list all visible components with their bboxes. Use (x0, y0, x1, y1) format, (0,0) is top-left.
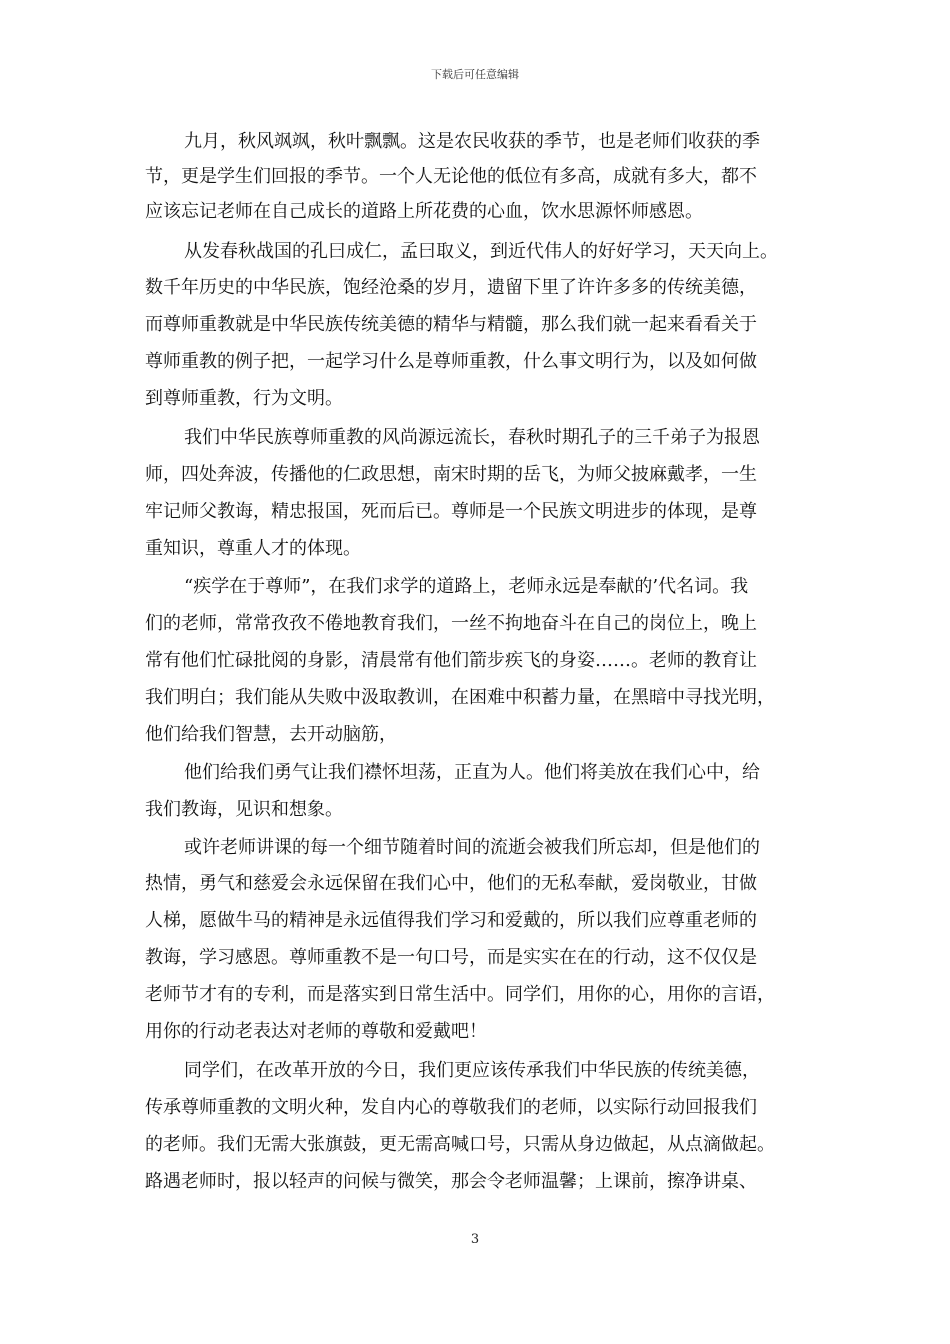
text-line: 尊师重教的例子把，一起学习什么是尊师重教，什么事文明行为，以及如何做 (145, 351, 757, 372)
text-line: 我们教诲，见识和想象。 (145, 799, 343, 820)
text-line: 到尊师重教，行为文明。 (145, 388, 343, 409)
text-line: 应该忘记老师在自己成长的道路上所花费的心血，饮水思源怀师感恩。 (145, 201, 703, 222)
text-line: “疾学在于尊师”，在我们求学的道路上，老师永远是奉献的’代名词。我 (184, 576, 749, 597)
text-line: 数千年历史的中华民族，饱经沧桑的岁月，遗留下里了许许多多的传统美德， (145, 277, 757, 298)
text-line: 重知识，尊重人才的体现。 (145, 538, 361, 559)
text-line: 我们明白；我们能从失败中汲取教训，在困难中积蓄力量，在黑暗中寻找光明， (145, 687, 775, 708)
text-line: 师，四处奔波，传播他的仁政思想，南宋时期的岳飞，为师父披麻戴孝，一生 (145, 464, 757, 485)
text-line: 节，更是学生们回报的季节。一个人无论他的低位有多高，成就有多大，都不 (145, 166, 757, 187)
text-line: 九月，秋风飒飒，秋叶飘飘。这是农民收获的季节，也是老师们收获的季 (184, 131, 760, 152)
text-line: 牢记师父教诲，精忠报国，死而后已。尊师是一个民族文明进步的体现，是尊 (145, 501, 757, 522)
text-line: 用你的行动老表达对老师的尊敬和爱戴吧！ (145, 1021, 487, 1042)
text-line: 同学们，在改革开放的今日，我们更应该传承我们中华民族的传统美德， (184, 1060, 760, 1081)
text-line: 人梯，愿做牛马的精神是永远值得我们学习和爱戴的，所以我们应尊重老师的 (145, 910, 757, 931)
text-line: 他们给我们勇气让我们襟怀坦荡，正直为人。他们将美放在我们心中，给 (184, 762, 760, 783)
page-header: 下载后可任意编辑 (431, 68, 519, 81)
text-line: 或许老师讲课的每一个细节随着时间的流逝会被我们所忘却，但是他们的 (184, 837, 760, 858)
text-line: 而尊师重教就是中华民族传统美德的精华与精髓，那么我们就一起来看看关于 (145, 314, 757, 335)
text-line: 从发春秋战国的孔曰成仁，孟曰取义，到近代伟人的好好学习，天天向上。 (184, 241, 778, 262)
page-number: 3 (470, 1232, 480, 1247)
text-line: 我们中华民族尊师重教的风尚源远流长，春秋时期孔子的三千弟子为报恩 (184, 427, 760, 448)
text-line: 教诲，学习感恩。尊师重教不是一句口号，而是实实在在的行动，这不仅仅是 (145, 947, 757, 968)
text-line: 们的老师，常常孜孜不倦地教育我们，一丝不拘地奋斗在自己的岗位上，晚上 (145, 613, 757, 634)
text-line: 的老师。我们无需大张旗鼓，更无需高喊口号，只需从身边做起，从点滴做起。 (145, 1134, 775, 1155)
text-line: 常有他们忙碌批阅的身影，清晨常有他们箭步疾飞的身姿……。老师的教育让 (145, 650, 757, 671)
text-line: 老师节才有的专利，而是落实到日常生活中。同学们，用你的心，用你的言语， (145, 984, 775, 1005)
text-line: 传承尊师重教的文明火种，发自内心的尊敬我们的老师，以实际行动回报我们 (145, 1097, 757, 1118)
text-line: 他们给我们智慧，去开动脑筋， (145, 724, 397, 745)
text-line: 路遇老师时，报以轻声的问候与微笑，那会令老师温馨；上课前，擦净讲桌、 (145, 1171, 757, 1192)
text-line: 热情，勇气和慈爱会永远保留在我们心中，他们的无私奉献，爱岗敬业，甘做 (145, 873, 757, 894)
